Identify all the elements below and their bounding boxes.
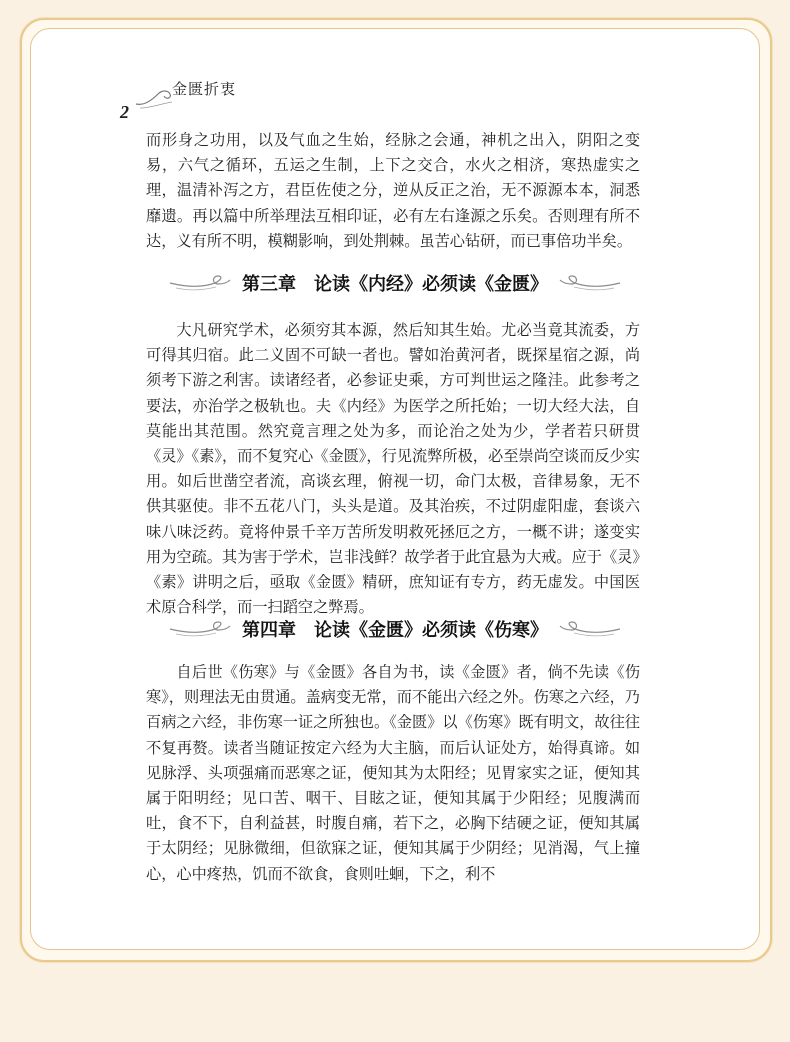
right-swirl-ornament-icon [558, 618, 622, 640]
chapter-heading-3 [150, 268, 640, 298]
chapter-4-body: 自后世《伤寒》与《金匮》各自为书，读《金匮》者，倘不先读《伤寒》，则理法无由贯通。盖病变无常，而不能出六经之外。伤寒之六经，乃百病之六经，非伤寒一证之所独也。《金匮》以《伤寒》既有明文，故往往不复再赘。读者当随证按定六经为大主脑，而后认证处方，始得真谛。如见脉浮、头项强痛而恶寒之证，便知其为太阳经；见胃家实之证，便知其属于阳明经；见口苦、咽干、目眩之证，便知其属于少阳经；见腹满而吐，食不下，自利益甚，时腹自痛，若下之，必胸下结硬之证，便知其属于太阴经；见脉微细，但欲寐之证，便知其属于少阴经；见消渴，气上撞心，心中疼热，饥而不欲食，食则吐蛔，下之，利不 [146, 663, 640, 883]
header-ornament-icon [134, 84, 174, 110]
paragraph-continuation: 而形身之功用，以及气血之生始，经脉之会通，神机之出入，阴阳之变易，六气之循环，五运之生制，上下之交合，水火之相济，寒热虚实之理，温清补泻之方，君臣佐使之分，逆从反正之治，无不源源本本，洞悉靡遗。再以篇中所举理法互相印证，必有左右逢源之乐矣。否则理有所不达，义有所不明，模糊影响，到处荆棘。虽苦心钻研，而已事倍功半矣。 [146, 131, 640, 250]
page-number: 2 [120, 102, 129, 122]
left-swirl-ornament-icon [168, 618, 232, 640]
right-swirl-ornament-icon [558, 272, 622, 294]
left-swirl-ornament-icon [168, 272, 232, 294]
running-header-title: 金匮折衷 [172, 80, 237, 98]
chapter-3-title: 第三章 论读《内经》必须读《金匮》 [242, 274, 548, 295]
chapter-heading-4 [150, 614, 640, 644]
chapter-3-body: 大凡研究学术，必须穷其本源，然后知其生始。尤必当竟其流委，方可得其归宿。此二义固不可缺一者也。譬如治黄河者，既探星宿之源，尚须考下游之利害。读诸经者，必参证史乘，方可判世运之隆洼。此参考之要法，亦治学之极轨也。夫《内经》为医学之所托始；一切大经大法，自莫能出其范围。然究竟言理之处为多，而论治之处为少，学者若只研贯《灵》《素》，而不复究心《金匮》，行见流弊所极，必至崇尚空谈而反少实用。如后世凿空者流，高谈玄理，俯视一切，命门太极，音律易象，无不供其驱使。非不五花八门，头头是道。及其治疾，不过阴虚阳虚，套谈六味八味泛药。竟将仲景千辛万苦所发明救死拯厄之方，一概不讲；遂变实用为空疏。其为害于学术，岂非浅鲜？故学者于此宜悬为大戒。应于《灵》《素》讲明之后，亟取《金匮》精研，庶知证有专方，药无虚发。中国医术原合科学，而一扫蹈空之弊焉。 [146, 321, 640, 617]
chapter-4-title: 第四章 论读《金匮》必须读《伤寒》 [242, 620, 548, 641]
